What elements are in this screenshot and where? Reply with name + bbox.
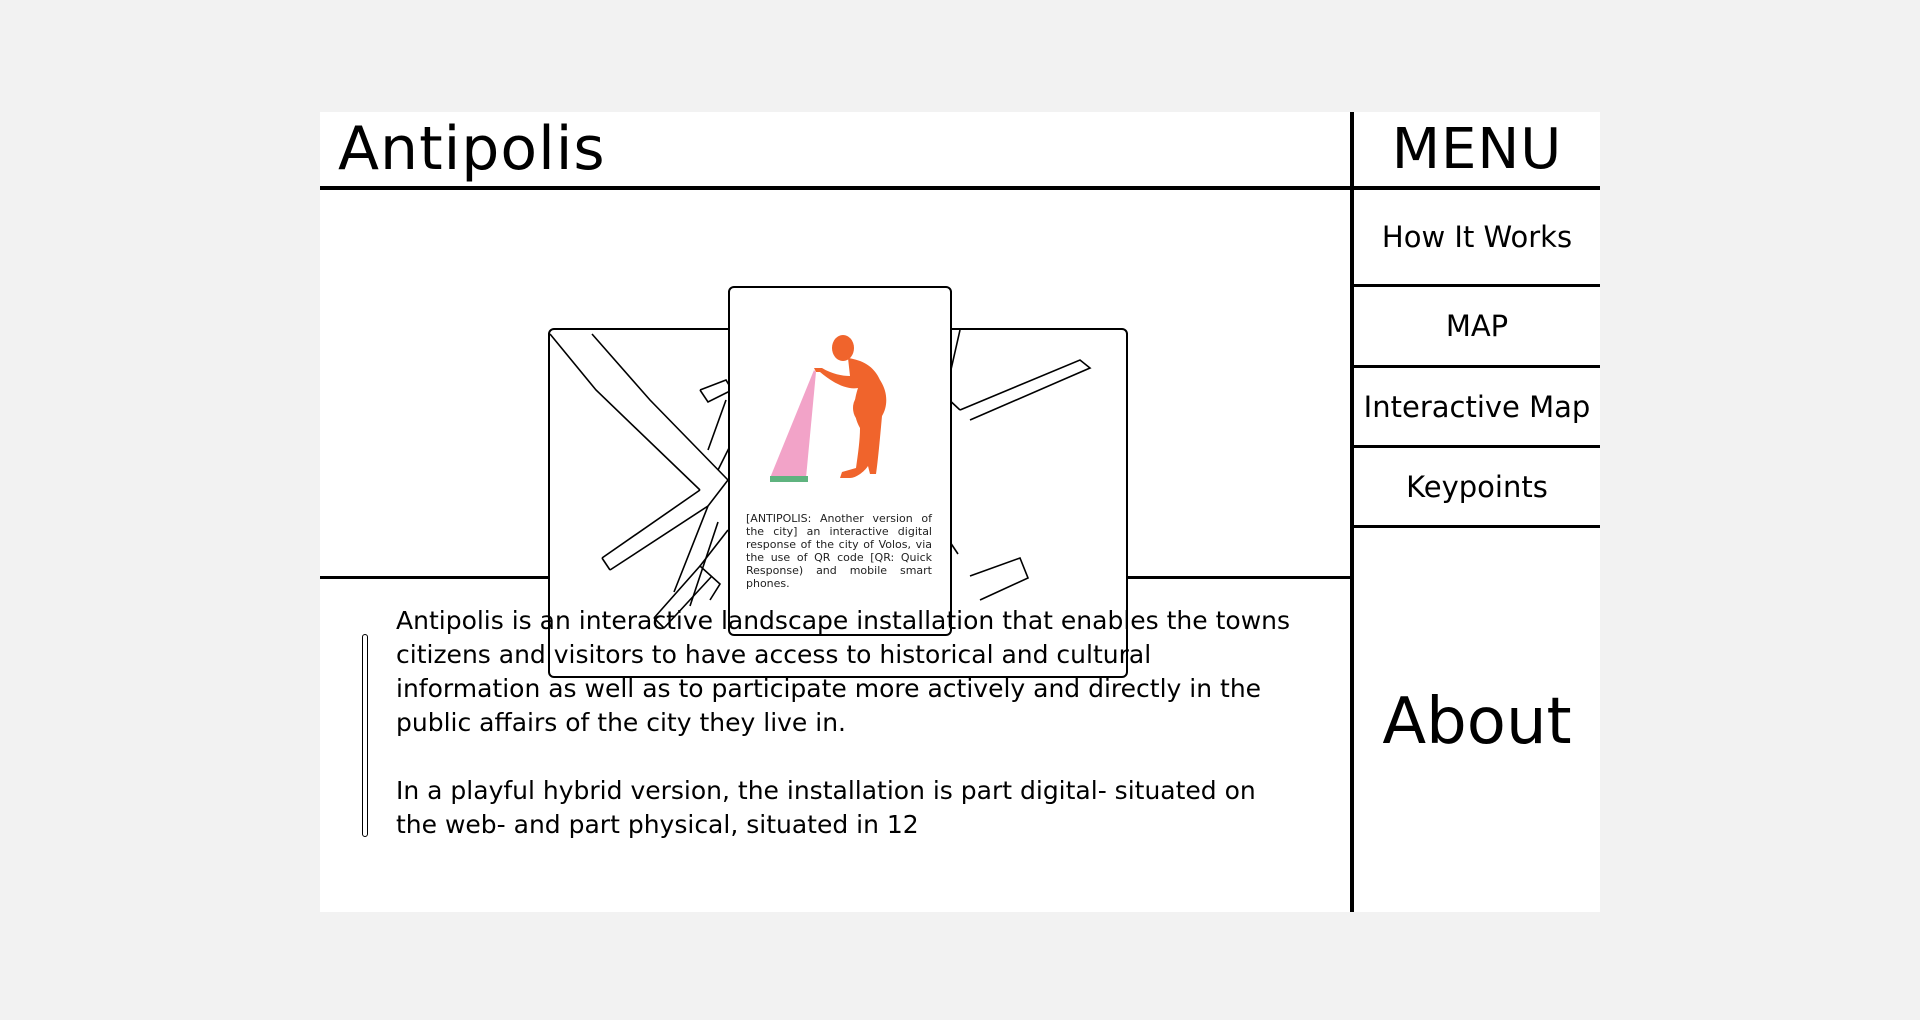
menu-item-keypoints[interactable]: Keypoints — [1354, 448, 1600, 528]
menu-item-how-it-works[interactable]: How It Works — [1354, 190, 1600, 287]
scan-beam — [770, 370, 816, 478]
person-silhouette — [814, 335, 886, 478]
menu-panel — [1354, 112, 1600, 912]
about-text — [396, 604, 1301, 876]
menu-item-interactive-map[interactable]: Interactive Map — [1354, 368, 1600, 448]
about-text-section — [320, 579, 1350, 912]
page-frame — [320, 112, 1600, 912]
title-bar — [320, 112, 1350, 190]
menu-header: MENU — [1354, 112, 1600, 190]
about-paragraph-1: Antipolis is an interactive landscape installation that enables the towns citizens and visitors to have access to historical and cultural information as well as to participate more actively and directly in the public affairs of the city they live in. — [396, 606, 1291, 737]
site-title[interactable]: Antipolis — [338, 114, 606, 184]
about-link[interactable]: About — [1382, 685, 1572, 759]
ground-strip — [770, 476, 808, 482]
about-paragraph-2: In a playful hybrid version, the installation is part digital- situated on the web- and part physical, situated in 12 — [396, 776, 1256, 839]
figure-caption: [ANTIPOLIS: Another version of the city] an interactive digital response of the city of Volos, via the use of QR code [QR: Quick Response) and mobile smart phones. — [746, 512, 932, 590]
hero-image-section — [320, 190, 1350, 590]
scrollbar-thumb[interactable] — [362, 634, 368, 837]
person-scanning-qr-illustration — [730, 288, 950, 488]
menu-item-map[interactable]: MAP — [1354, 287, 1600, 368]
